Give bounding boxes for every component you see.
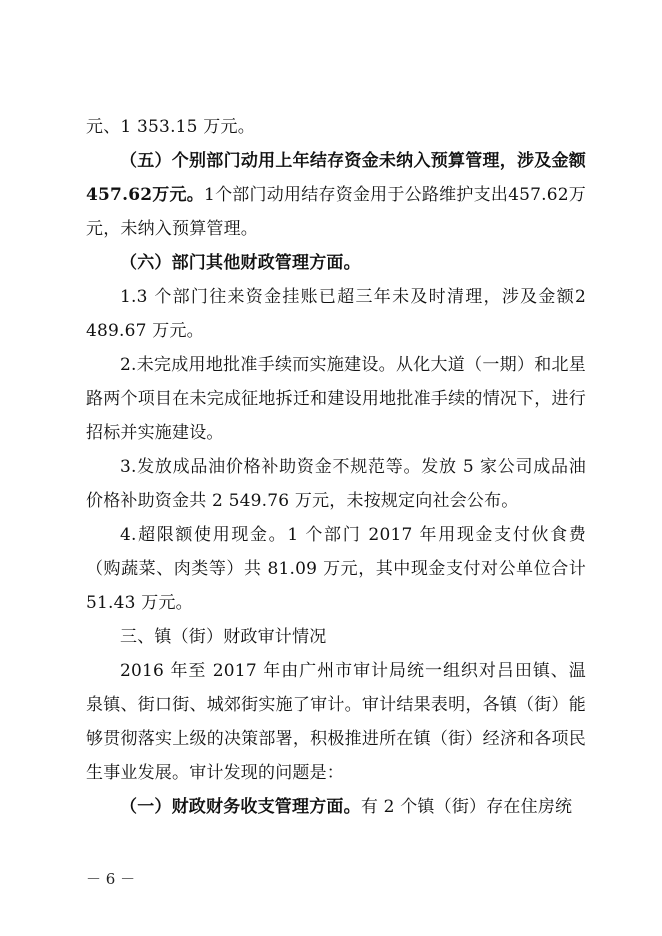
- paragraph-point-2: [86, 348, 586, 450]
- paragraph-sub-1: [86, 790, 586, 824]
- town-audit-text: 2016 年至 2017 年由广州市审计局统一组织对吕田镇、温泉镇、街口街、城郊街实施了审计。审计结果表明，各镇（街）能够贯彻落实上级的决策部署，积极推进所在镇（街）经济和各项民生事业发展。审计发现的问题是：: [86, 661, 586, 783]
- paragraph-town-audit: [86, 654, 586, 790]
- paragraph-item-5: [86, 144, 586, 246]
- section-6-title: （六）部门其他财政管理方面。: [120, 253, 361, 273]
- paragraph-point-3: [86, 450, 586, 518]
- section-heading-3: [86, 620, 586, 654]
- point-4-text: 4.超限额使用现金。1 个部门 2017 年用现金支付伙食费（购蔬菜、肉类等）共 81.09 万元，其中现金支付对公单位合计 51.43 万元。: [86, 525, 586, 613]
- section-3-title: 三、镇（街）财政审计情况: [120, 627, 327, 647]
- point-3-text: 3.发放成品油价格补助资金不规范等。发放 5 家公司成品油价格补助资金共 2 549.76 万元，未按规定向社会公布。: [86, 457, 586, 511]
- point-2-text: 2.未完成用地批准手续而实施建设。从化大道（一期）和北星路两个项目在未完成征地拆迁和建设用地批准手续的情况下，进行招标并实施建设。: [86, 355, 586, 443]
- sub-1-heading: （一）财政财务收支管理方面。: [120, 797, 361, 817]
- continuation-text: 元、1 353.15 万元。: [86, 117, 255, 137]
- sub-1-body: 有 2 个镇（街）存在住房统: [360, 797, 573, 817]
- section-heading-6: [86, 246, 586, 280]
- item-5-heading: （五）个别部门动用上年结存资金未纳入预算管理，涉及金额457.62万元。: [86, 151, 586, 205]
- paragraph-point-4: [86, 518, 586, 620]
- page-number: － 6 －: [86, 870, 136, 888]
- item-5-body: 1个部门动用结存资金用于公路维护支出457.62万元，未纳入预算管理。: [86, 185, 586, 239]
- paragraph-point-1: [86, 280, 586, 348]
- paragraph-continuation: [86, 110, 586, 144]
- point-1-text: 1.3 个部门往来资金挂账已超三年未及时清理，涉及金额2 489.67 万元。: [86, 287, 586, 341]
